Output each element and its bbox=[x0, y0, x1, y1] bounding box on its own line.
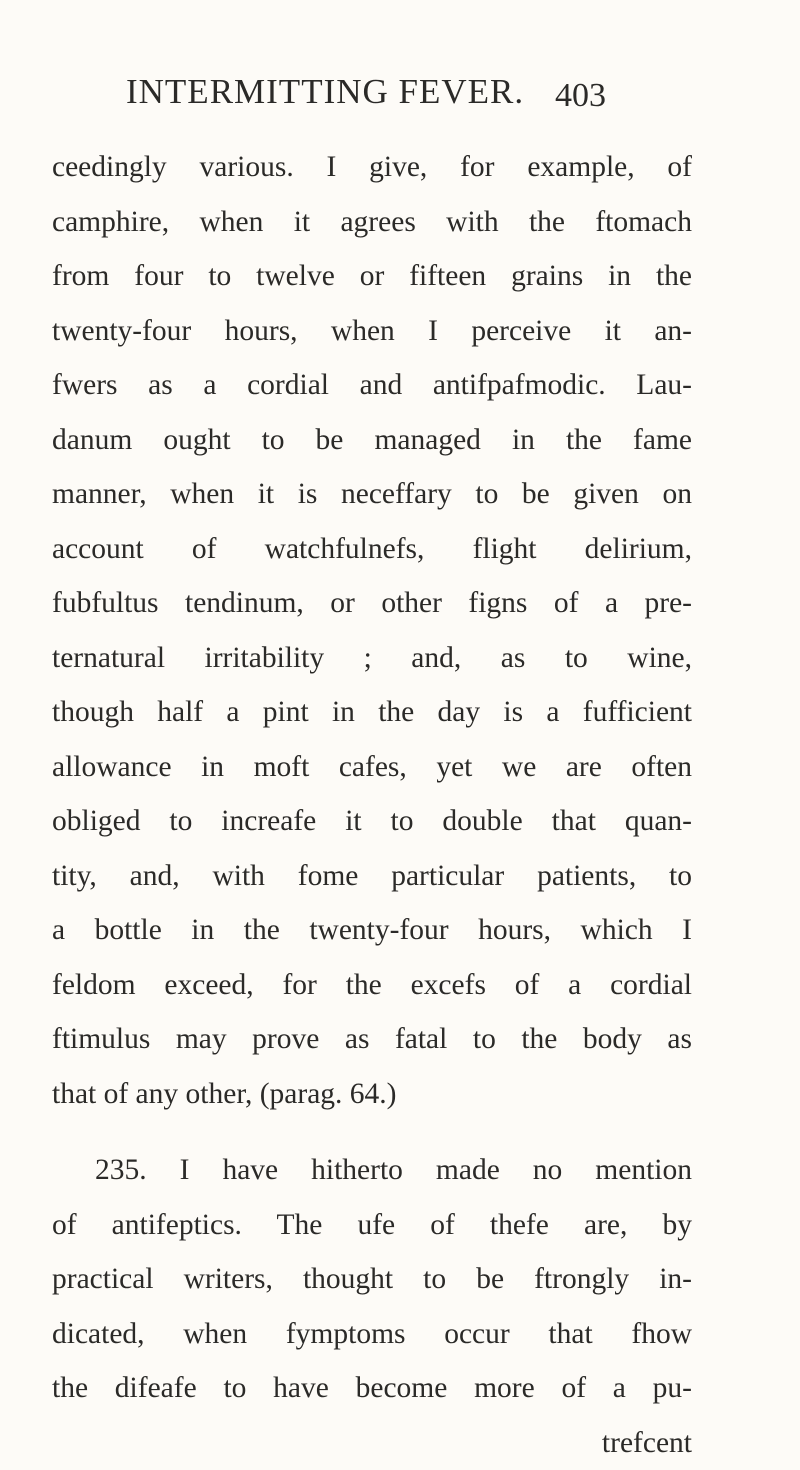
text-line: 235. I have hitherto made no mention bbox=[52, 1143, 692, 1198]
text-line: from four to twelve or fifteen grains in the bbox=[52, 249, 692, 304]
catchword: trefcent bbox=[52, 1416, 692, 1470]
text-line: tity, and, with fome particular patients, to bbox=[52, 849, 692, 904]
page-number: 403 bbox=[555, 74, 606, 118]
text-line: ternatural irritability ; and, as to wine, bbox=[52, 631, 692, 686]
paragraph-1 bbox=[52, 140, 692, 1121]
text-line: ceedingly various. I give, for example, of bbox=[52, 140, 692, 195]
running-head bbox=[126, 70, 666, 130]
text-line: allowance in moft cafes, yet we are often bbox=[52, 740, 692, 795]
text-line: fubfultus tendinum, or other figns of a pre- bbox=[52, 576, 692, 631]
text-line: manner, when it is neceffary to be given on bbox=[52, 467, 692, 522]
text-line: feldom exceed, for the excefs of a cordial bbox=[52, 958, 692, 1013]
text-line: that of any other, (parag. 64.) bbox=[52, 1067, 692, 1122]
paragraph-2 bbox=[52, 1143, 692, 1470]
text-line: fwers as a cordial and antifpafmodic. Lau- bbox=[52, 358, 692, 413]
text-line: a bottle in the twenty-four hours, which I bbox=[52, 903, 692, 958]
text-line: camphire, when it agrees with the ftomach bbox=[52, 195, 692, 250]
text-line: practical writers, thought to be ftrongly in- bbox=[52, 1252, 692, 1307]
text-line: dicated, when fymptoms occur that fhow bbox=[52, 1307, 692, 1362]
body-text bbox=[52, 140, 692, 1470]
text-line: though half a pint in the day is a fufficient bbox=[52, 685, 692, 740]
text-line: account of watchfulnefs, flight delirium, bbox=[52, 522, 692, 577]
text-line: danum ought to be managed in the fame bbox=[52, 413, 692, 468]
paragraph-gap bbox=[52, 1121, 692, 1143]
text-line: of antifeptics. The ufe of thefe are, by bbox=[52, 1198, 692, 1253]
text-line: the difeafe to have become more of a pu- bbox=[52, 1361, 692, 1416]
text-line: obliged to increafe it to double that quan- bbox=[52, 794, 692, 849]
text-line: ftimulus may prove as fatal to the body as bbox=[52, 1012, 692, 1067]
text-line: twenty-four hours, when I perceive it an- bbox=[52, 304, 692, 359]
running-title: INTERMITTING FEVER. bbox=[126, 70, 524, 114]
